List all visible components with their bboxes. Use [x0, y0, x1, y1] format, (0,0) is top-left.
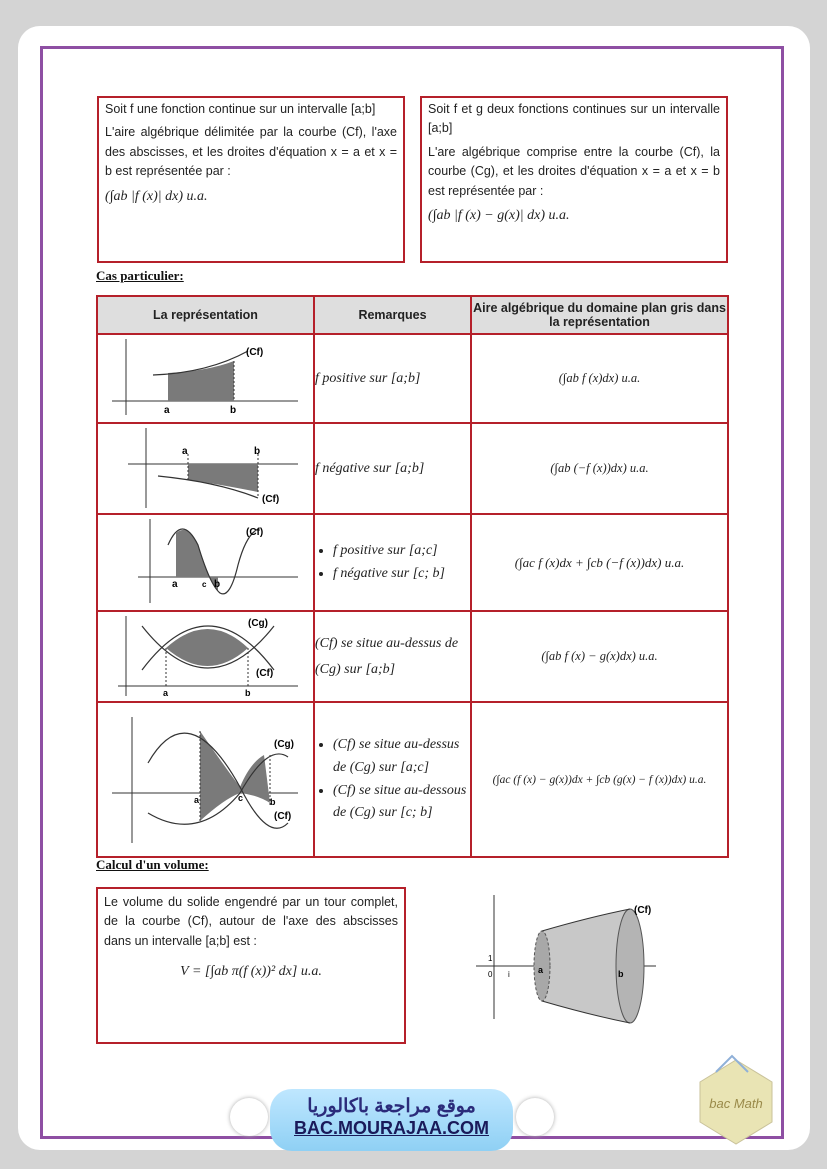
graph-cell-3 [97, 514, 314, 611]
heading-cas-particulier: Cas particulier: [96, 268, 184, 283]
label-a: a [182, 446, 188, 457]
label-cf: (Cf) [274, 811, 292, 822]
remark-4 [314, 611, 471, 702]
aire-3: (∫ac f (x)dx + ∫cb (−f (x))dx) u.a. [471, 514, 728, 611]
remark-2-text: f négative sur [a;b] [315, 460, 425, 476]
label-b: b [618, 969, 624, 979]
header-aire: Aire algébrique du domaine plan gris dans la représentation [471, 296, 728, 334]
label-cf: (Cf) [246, 347, 264, 358]
label-c: c [202, 580, 207, 589]
definition-box-area [97, 96, 405, 263]
remark-3 [314, 514, 471, 611]
label-a: a [164, 405, 170, 416]
aire-2: (∫ab (−f (x))dx) u.a. [471, 423, 728, 514]
header-remarques: Remarques [314, 296, 471, 334]
aire-5: (∫ac (f (x) − g(x))dx + ∫cb (g(x) − f (x))dx) u.a. [471, 702, 728, 857]
solid-end-b [616, 909, 644, 1023]
site-logo-icon-left [230, 1098, 268, 1136]
header-representation: La représentation [97, 296, 314, 334]
def2-text-1: Soit f et g deux fonctions continues sur un intervalle [a;b] [428, 102, 720, 136]
graph-crossing-curves [98, 703, 313, 853]
label-o: 0 [488, 970, 493, 979]
remark-5a: • (Cf) se situe au-dessus de (Cg) sur [a;c] [333, 734, 470, 779]
volume-formula: V = [∫ab π(f (x))² dx] u.a. [180, 964, 322, 980]
graph-cell-2 [97, 423, 314, 514]
def-text-2: L'aire algébrique délimitée par la courbe (Cf), l'axe des abscisses, et les droites d'équation x = a et x = b est représentée par : [105, 125, 397, 179]
label-b: b [214, 579, 221, 590]
label-b: b [245, 688, 251, 698]
graph-negative [98, 424, 313, 510]
label-cg: (Cg) [274, 739, 294, 750]
label-b: b [270, 797, 276, 807]
remark-3a: • f positive sur [a;c] [333, 540, 470, 562]
corner-arrow-icon [712, 1050, 752, 1074]
remark-5b: • (Cf) se situe au-dessous de (Cg) sur [c; b] [333, 780, 470, 825]
graph-cell-4 [97, 611, 314, 702]
aire-4: (∫ab f (x) − g(x)dx) u.a. [471, 611, 728, 702]
graph-between-curves [98, 612, 313, 698]
shaded-area [188, 464, 258, 492]
def-formula: (∫ab |f (x)| dx) u.a. [105, 188, 208, 204]
definition-box-between [420, 96, 728, 263]
label-cf: (Cf) [634, 905, 652, 916]
def2-text-2: L'are algébrique comprise entre la courbe (Cf), la courbe (Cg), et les droites d'équation x = a et x = b est représentée par : [428, 144, 720, 198]
volume-text: Le volume du solide engendré par un tour complet, de la courbe (Cf), autour de l'axe des abscisses dans un intervalle [a;b] est : [104, 895, 398, 948]
label-j: 1 [488, 954, 493, 963]
label-a: a [538, 965, 544, 975]
shaded-area [168, 361, 234, 401]
remark-5 [314, 702, 471, 857]
graph-cell-5 [97, 702, 314, 857]
remark-4-text: (Cf) se situe au-dessus de (Cg) sur [a;b] [315, 636, 459, 677]
label-cg: (Cg) [248, 618, 268, 629]
label-a: a [194, 795, 200, 805]
remark-1-text: f positive sur [a;b] [315, 370, 421, 386]
remark-2 [314, 423, 471, 514]
label-cf: (Cf) [246, 527, 264, 538]
def-text-1: Soit f une fonction continue sur un intervalle [a;b] [105, 102, 376, 116]
footer-arabic: موقع مراجعة باكالوريا [307, 1096, 476, 1117]
footer-banner[interactable] [270, 1089, 513, 1151]
graph-sign-change [98, 515, 313, 607]
graph-cell-1 [97, 334, 314, 423]
heading-volume: Calcul d'un volume: [96, 857, 209, 872]
site-logo-icon-right [516, 1098, 554, 1136]
remark-1 [314, 334, 471, 423]
label-cf: (Cf) [256, 668, 274, 679]
label-a: a [172, 579, 178, 590]
aire-1: (∫ab f (x)dx) u.a. [471, 334, 728, 423]
cases-table [96, 295, 729, 858]
label-a: a [163, 688, 169, 698]
graph-positive [98, 335, 313, 419]
label-b: b [254, 446, 261, 457]
label-c: c [238, 793, 244, 803]
label-b: b [230, 405, 237, 416]
logo-text: bac Math [709, 1096, 763, 1111]
label-i: i [508, 970, 510, 979]
volume-box [96, 887, 406, 1044]
remark-3b: • f négative sur [c; b] [333, 563, 470, 585]
def2-formula: (∫ab |f (x) − g(x)| dx) u.a. [428, 207, 570, 223]
volume-solid-figure [470, 895, 670, 1025]
footer-url-link[interactable]: BAC.MOURAJAA.COM [294, 1118, 489, 1138]
label-cf: (Cf) [262, 494, 280, 505]
